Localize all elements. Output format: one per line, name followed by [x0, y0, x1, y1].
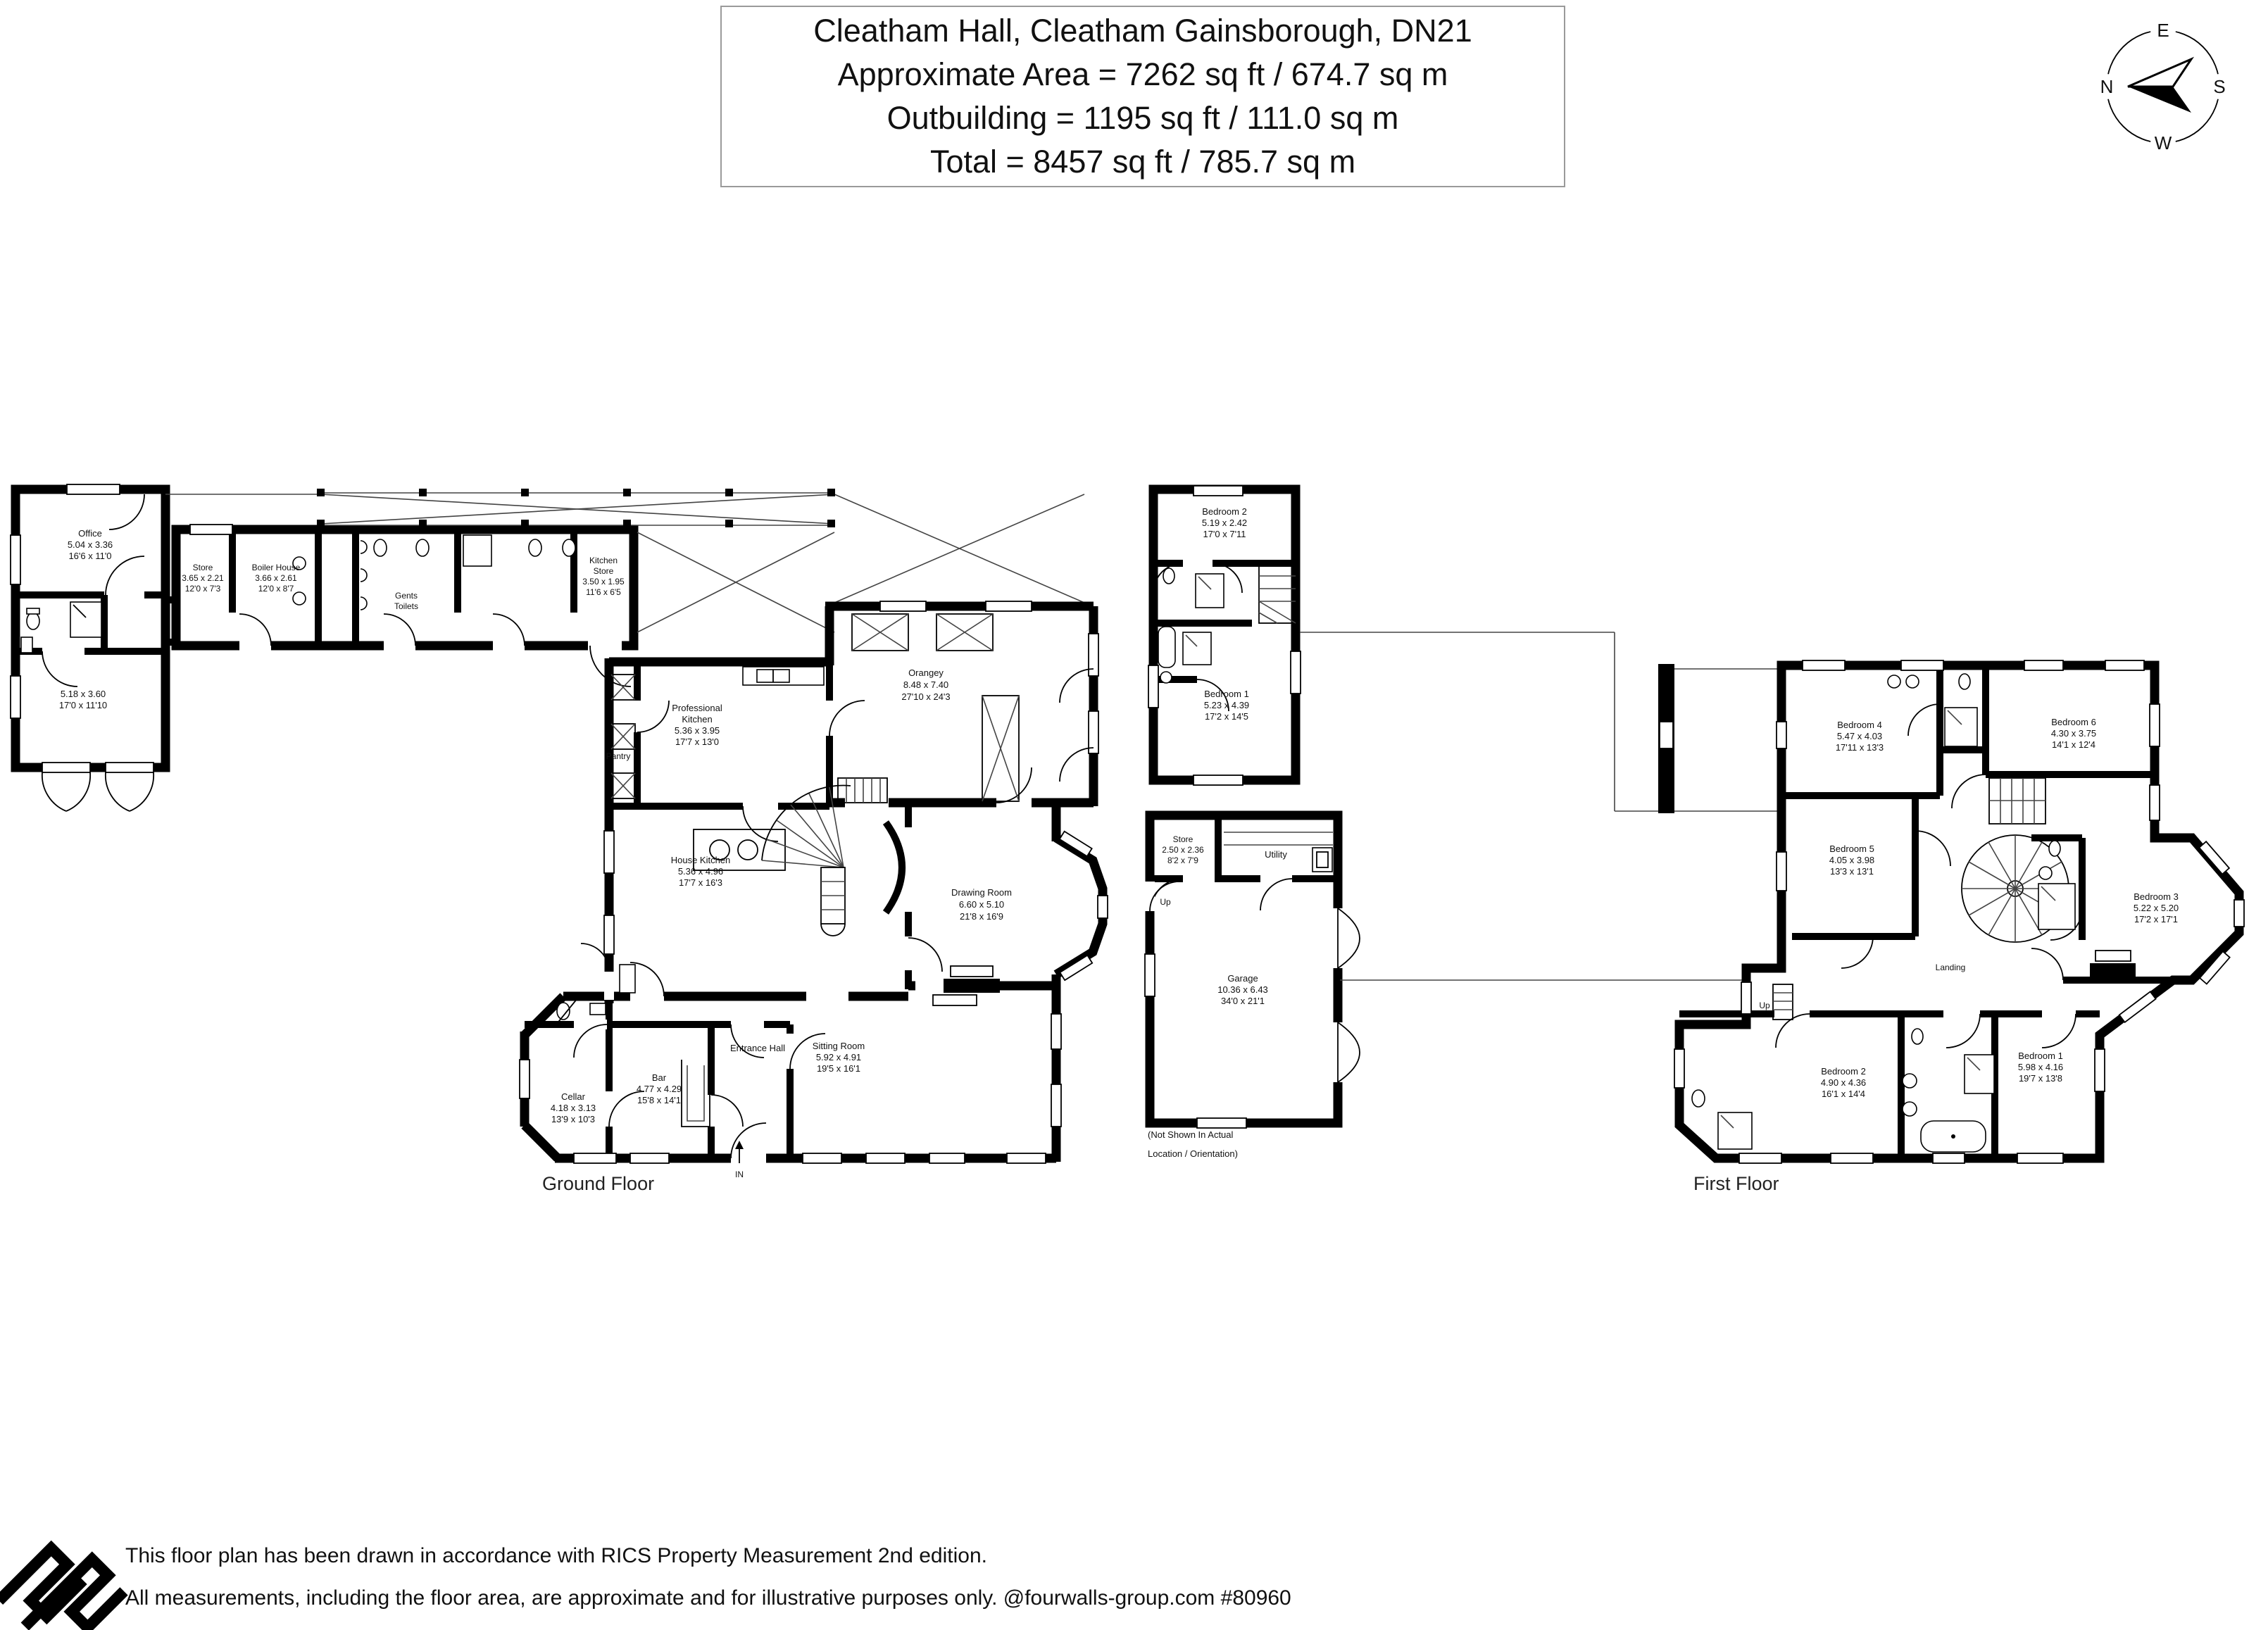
ob-bedroom1-imperial: 17'2 x 14'5: [1204, 711, 1249, 722]
drawing-room-name: Drawing Room: [951, 887, 1012, 898]
ob-bedroom1-metric: 5.23 x 4.39: [1203, 700, 1250, 710]
office-lower-imperial: 17'0 x 11'10: [58, 700, 108, 710]
garage-imperial: 34'0 x 21'1: [1220, 996, 1265, 1006]
entrance-in-label: IN: [735, 1170, 744, 1179]
ob-bedroom2-name: Bedroom 2: [1202, 506, 1247, 517]
house-kitchen-name: House Kitchen: [670, 855, 731, 865]
sitting-room-name: Sitting Room: [812, 1041, 865, 1051]
outbuilding-ground-floor: [1145, 815, 1360, 1159]
ob-bedroom2-metric: 5.19 x 2.42: [1201, 518, 1248, 528]
kitchen-store-name-line2: Store: [593, 566, 614, 576]
store-name: Store: [192, 563, 213, 572]
orangery-imperial: 27'10 x 24'3: [901, 691, 951, 702]
bedroom5-imperial: 13'3 x 13'1: [1829, 866, 1874, 877]
cellar-metric: 4.18 x 3.13: [550, 1103, 596, 1113]
cellar-imperial: 13'9 x 10'3: [551, 1114, 596, 1124]
garage-metric: 10.36 x 6.43: [1217, 984, 1268, 995]
house-kitchen-imperial: 17'7 x 16'3: [678, 877, 723, 888]
compass-w: W: [2154, 132, 2172, 153]
footer-line1: This floor plan has been drawn in accordance with RICS Property Measurement 2nd edition.: [125, 1544, 987, 1567]
ob-bedroom1-name: Bedroom 1: [1204, 689, 1249, 699]
kitchen-store-imperial: 11'6 x 6'5: [586, 587, 621, 597]
ob-store-imperial: 8'2 x 7'9: [1167, 855, 1198, 865]
ff-bedroom1-metric: 5.98 x 4.16: [2017, 1062, 2064, 1072]
bar-imperial: 15'8 x 14'1: [637, 1095, 682, 1105]
ff-bedroom2-metric: 4.90 x 4.36: [1820, 1077, 1867, 1088]
garage-note-line2: Location / Orientation): [1148, 1148, 1238, 1159]
office-name: Office: [78, 528, 102, 539]
bedroom4-metric: 5.47 x 4.03: [1836, 731, 1883, 741]
ob-up-label: Up: [1160, 897, 1171, 907]
utility-name: Utility: [1265, 849, 1287, 860]
compass-s: S: [2213, 76, 2226, 97]
compass-icon: [2094, 18, 2232, 156]
bar-name: Bar: [651, 1072, 667, 1083]
compass-n: N: [2100, 76, 2114, 97]
prof-kitchen-metric: 5.36 x 3.95: [674, 725, 720, 736]
ob-store-metric: 2.50 x 2.36: [1162, 845, 1204, 855]
bedroom6-metric: 4.30 x 3.75: [2050, 728, 2097, 739]
ff-bedroom1-name: Bedroom 1: [2018, 1051, 2063, 1061]
gents-name-line1: Gents: [394, 591, 418, 601]
office-imperial: 16'6 x 11'0: [68, 551, 112, 561]
kitchen-store-name-line1: Kitchen: [589, 556, 618, 565]
store-metric: 3.65 x 2.21: [182, 573, 224, 583]
ff-bedroom1-imperial: 19'7 x 13'8: [2018, 1073, 2063, 1084]
ground-floor-labels: [59, 528, 1012, 1179]
ob-store-name: Store: [1172, 834, 1193, 844]
bar-metric: 4.77 x 4.29: [636, 1084, 682, 1094]
pantry-name: Pantry: [606, 751, 631, 761]
title-total-area: Total = 8457 sq ft / 785.7 sq m: [929, 144, 1356, 180]
footer-disclaimer: [125, 1535, 1956, 1619]
garage-name: Garage: [1227, 973, 1258, 984]
ff-up-label: Up: [1759, 1001, 1770, 1010]
compass-e: E: [2157, 20, 2169, 41]
fourwalls-logo: [0, 1534, 124, 1630]
entrance-hall-name: Entrance Hall: [729, 1043, 786, 1053]
sitting-room-imperial: 19'5 x 16'1: [816, 1063, 861, 1074]
kitchen-store-metric: 3.50 x 1.95: [582, 577, 625, 587]
prof-kitchen-imperial: 17'7 x 13'0: [675, 736, 720, 747]
outbuilding-first-floor: [1148, 486, 1301, 785]
ground-floor-title: Ground Floor: [542, 1173, 655, 1194]
footer-line2: All measurements, including the floor area, are approximate and for illustrative purposes only. @fourwalls-group.com #80960: [125, 1586, 1291, 1610]
first-floor-plan: [1674, 660, 2244, 1163]
office-lower-metric: 5.18 x 3.60: [60, 689, 106, 699]
title-outbuilding-area: Outbuilding = 1195 sq ft / 111.0 sq m: [886, 100, 1399, 136]
title-address: Cleatham Hall, Cleatham Gainsborough, DN21: [813, 13, 1472, 49]
sitting-room-metric: 5.92 x 4.91: [815, 1052, 862, 1062]
house-kitchen-metric: 5.36 x 4.96: [677, 866, 724, 877]
ff-bedroom2-imperial: 16'1 x 14'4: [1821, 1089, 1866, 1099]
office-metric: 5.04 x 3.36: [67, 539, 113, 550]
landing-label: Landing: [1935, 963, 1966, 972]
bedroom3-name: Bedroom 3: [2134, 891, 2179, 902]
ground-floor-main-house: [520, 601, 1108, 1163]
gents-name-line2: Toilets: [394, 601, 419, 611]
bedroom4-name: Bedroom 4: [1837, 720, 1882, 730]
boiler-house-imperial: 12'0 x 8'7: [258, 584, 294, 594]
title-approx-area: Approximate Area = 7262 sq ft / 674.7 sq m: [837, 56, 1448, 92]
cellar-name: Cellar: [561, 1091, 585, 1102]
prof-kitchen-name-line1: Professional: [672, 703, 722, 713]
site-connector-lines: [1300, 632, 1779, 980]
boiler-house-metric: 3.66 x 2.61: [255, 573, 297, 583]
bedroom3-metric: 5.22 x 5.20: [2133, 903, 2179, 913]
store-imperial: 12'0 x 7'3: [184, 584, 221, 594]
garage-note-line1: (Not Shown In Actual: [1148, 1129, 1234, 1140]
first-floor-title: First Floor: [1693, 1173, 1779, 1194]
bedroom5-name: Bedroom 5: [1829, 844, 1874, 854]
bedroom5-metric: 4.05 x 3.98: [1829, 855, 1875, 865]
orangery-metric: 8.48 x 7.40: [903, 679, 949, 690]
boiler-house-name: Boiler House: [251, 563, 301, 572]
drawing-room-metric: 6.60 x 5.10: [958, 899, 1005, 910]
ob-bedroom2-imperial: 17'0 x 7'11: [1203, 529, 1246, 539]
bedroom3-imperial: 17'2 x 17'1: [2134, 914, 2179, 924]
prof-kitchen-name-line2: Kitchen: [682, 714, 713, 725]
ff-bedroom2-name: Bedroom 2: [1821, 1066, 1866, 1077]
orangery-name: Orangey: [908, 667, 944, 678]
drawing-room-imperial: 21'8 x 16'9: [959, 911, 1004, 922]
bedroom6-imperial: 14'1 x 12'4: [2051, 739, 2096, 750]
bedroom6-name: Bedroom 6: [2051, 717, 2096, 727]
bedroom4-imperial: 17'11 x 13'3: [1835, 742, 1884, 753]
